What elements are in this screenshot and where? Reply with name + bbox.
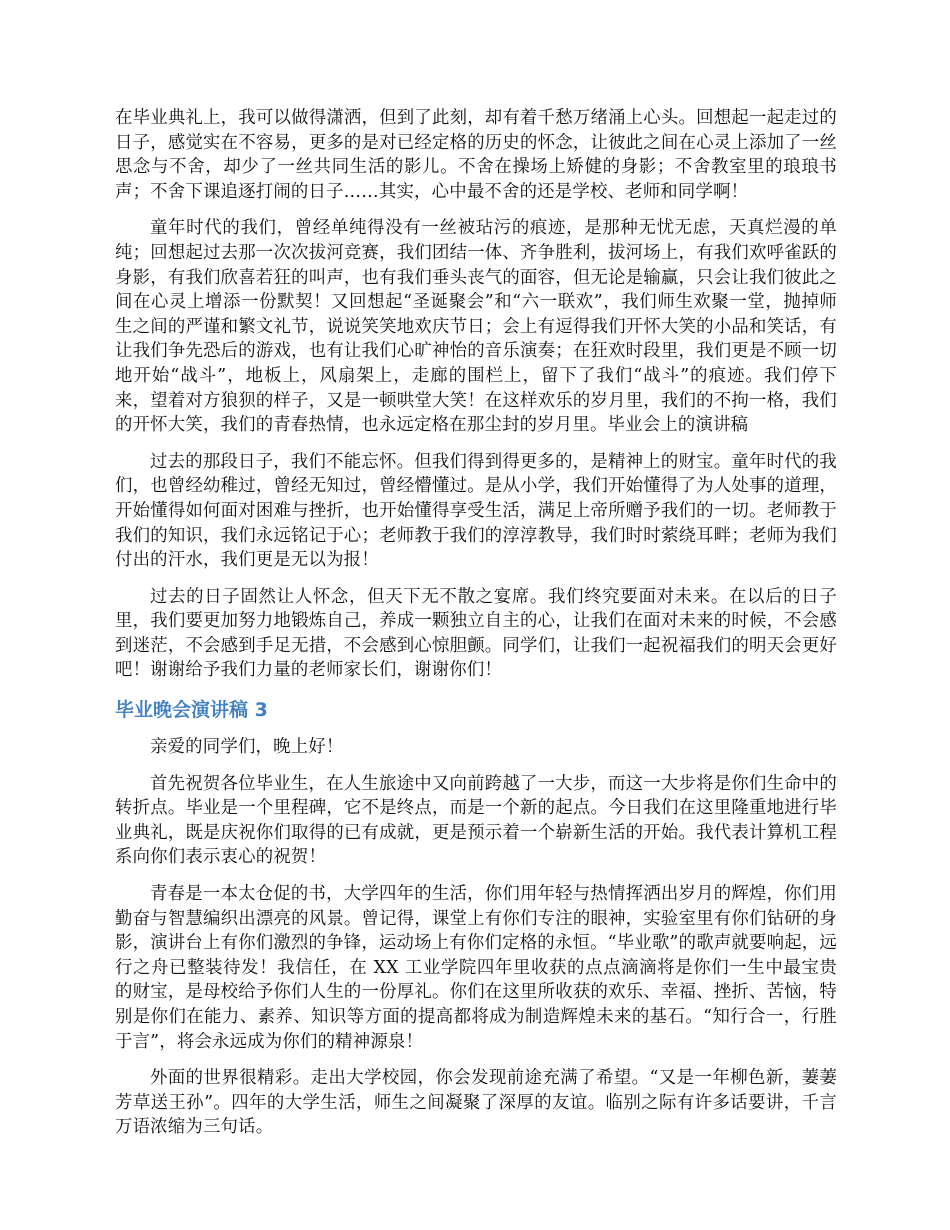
paragraph-youth: 青春是一本太仓促的书，大学四年的生活，你们用年轻与热情挥洒出岁月的辉煌，你们用勤奋与智慧编织出漂亮的风景。曾记得，课堂上有你们专注的眼神，实验室里有你们钻研的身影，演讲台上有你们激烈的争锋，运动场上有你们定格的永恒。“毕业歌”的歌声就要响起，远行之舟已整装待发！我信任，在 XX 工业学院四年里收获的点点滴滴将是你们一生中最宝贵的财宝，是母校给予你们人生的一份厚礼。你们在这里所收获的欢乐、幸福、挫折、苦恼，特别是你们在能力、素养、知识等方面的提高都将成为制造辉煌未来的基石。“知行合一，行胜于言”，将会永远成为你们的精神源泉！ <box>115 884 837 1052</box>
paragraph-childhood-memories: 童年时代的我们，曾经单纯得没有一丝被玷污的痕迹，是那种无忧无虑，天真烂漫的单纯；回想起过去那一次次拔河竞赛，我们团结一体、齐争胜利，拔河场上，有我们欢呼雀跃的身影，有我们欣喜若狂的叫声，也有我们垂头丧气的面容，但无论是输赢，只会让我们彼此之间在心灵上增添一份默契！又回想起“圣诞聚会”和“六一联欢”，我们师生欢聚一堂，抛掉师生之间的严谨和繁文礼节，说说笑笑地欢庆节日；会上有逗得我们开怀大笑的小品和笑话，有让我们争先恐后的游戏，也有让我们心旷神怡的音乐演奏；在狂欢时段里，我们更是不顾一切地开始“战斗”，地板上，风扇架上，走廊的围栏上，留下了我们“战斗”的痕迹。我们停下来，望着对方狼狈的样子，又是一顿哄堂大笑！在这样欢乐的岁月里，我们的不拘一格，我们的开怀大笑，我们的青春热情，也永远定格在那尘封的岁月里。毕业会上的演讲稿 <box>115 218 837 436</box>
paragraph-greeting: 亲爱的同学们，晚上好！ <box>150 737 344 758</box>
section-heading: 毕业晚会演讲稿 3 <box>115 699 268 722</box>
paragraph-facing-future: 过去的日子固然让人怀念，但天下无不散之宴席。我们终究要面对未来。在以后的日子里，我们要更加努力地锻炼自己，养成一颗独立自主的心，让我们在面对未来的时候，不会感到迷茫，不会感到手足无措，不会感到心惊胆颤。同学们，让我们一起祝福我们的明天会更好吧！谢谢给予我们力量的老师家长们，谢谢你们！ <box>115 586 837 681</box>
paragraph-spiritual-treasure: 过去的那段日子，我们不能忘怀。但我们得到得更多的，是精神上的财宝。童年时代的我们，也曾经幼稚过，曾经无知过，曾经懵懂过。是从小学，我们开始懂得了为人处事的道理，开始懂得如何面对困难与挫折，也开始懂得享受生活，满足上帝所赠予我们的一切。老师教于我们的知识，我们永远铭记于心；老师教于我们的淳淳教导，我们时时萦绕耳畔；老师为我们付出的汗水，我们更是无以为报！ <box>115 451 837 571</box>
document-body <box>115 106 837 1140</box>
paragraph-outside-world: 外面的世界很精彩。走出大学校园，你会发现前途充满了希望。“又是一年柳色新，萋萋芳草送王孙”。四年的大学生活，师生之间凝聚了深厚的友谊。临别之际有许多话要讲，千言万语浓缩为三句话。 <box>115 1068 837 1138</box>
paragraph-graduation-ceremony: 在毕业典礼上，我可以做得潇洒，但到了此刻，却有着千愁万绪涌上心头。回想起一起走过的日子，感觉实在不容易，更多的是对已经定格的历史的怀念，让彼此之间在心灵上添加了一丝思念与不舍，却少了一丝共同生活的影儿。不舍在操场上矫健的身影；不舍教室里的琅琅书声；不舍下课追逐打闹的日子……其实，心中最不舍的还是学校、老师和同学啊！ <box>115 108 837 202</box>
paragraph-congratulations: 首先祝贺各位毕业生，在人生旅途中又向前跨越了一大步，而这一大步将是你们生命中的转折点。毕业是一个里程碑，它不是终点，而是一个新的起点。今日我们在这里隆重地进行毕业典礼，既是庆祝你们取得的已有成就，更是预示着一个崭新生活的开始。我代表计算机工程系向你们表示衷心的祝贺！ <box>115 773 837 868</box>
